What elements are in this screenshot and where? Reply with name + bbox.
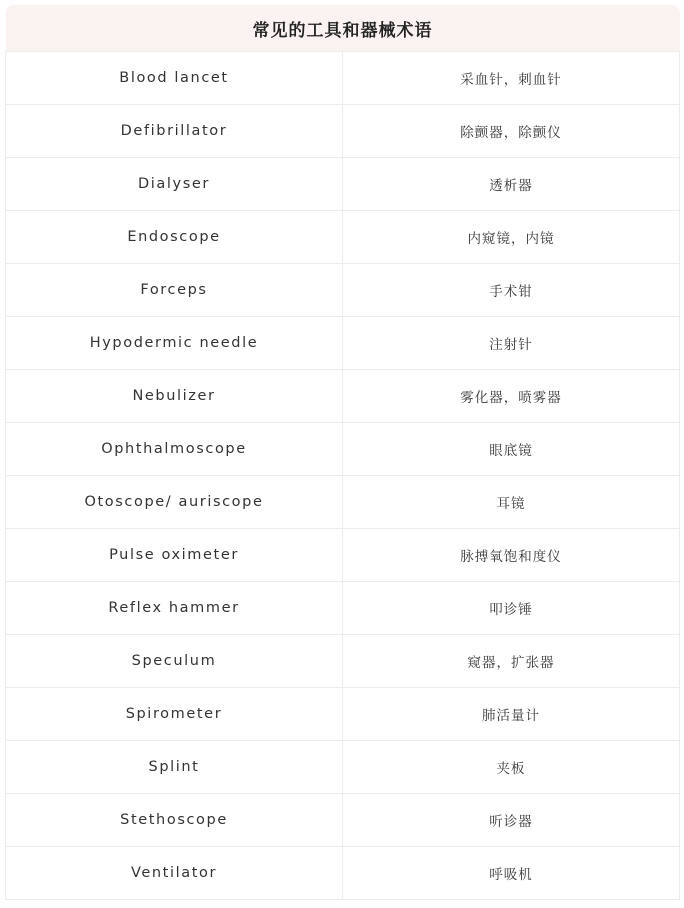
term-chinese: 采血针，刺血针: [343, 52, 680, 105]
term-chinese: 耳镜: [343, 476, 680, 529]
term-english: Dialyser: [6, 158, 343, 211]
term-english: Pulse oximeter: [6, 529, 343, 582]
table-row: [6, 52, 680, 105]
terms-table: [5, 5, 680, 900]
term-english: Endoscope: [6, 211, 343, 264]
table-row: [6, 529, 680, 582]
term-english: Forceps: [6, 264, 343, 317]
table-row: [6, 370, 680, 423]
table-body: [6, 52, 680, 900]
term-chinese: 叩诊锤: [343, 582, 680, 635]
table-row: [6, 688, 680, 741]
term-chinese: 窥器，扩张器: [343, 635, 680, 688]
term-chinese: 手术钳: [343, 264, 680, 317]
term-english: Nebulizer: [6, 370, 343, 423]
term-chinese: 肺活量计: [343, 688, 680, 741]
table-row: [6, 423, 680, 476]
term-english: Otoscope/ auriscope: [6, 476, 343, 529]
term-english: Spirometer: [6, 688, 343, 741]
term-chinese: 内窥镜，内镜: [343, 211, 680, 264]
term-english: Reflex hammer: [6, 582, 343, 635]
table-row: [6, 158, 680, 211]
term-english: Splint: [6, 741, 343, 794]
term-chinese: 注射针: [343, 317, 680, 370]
table-row: [6, 847, 680, 900]
term-chinese: 脉搏氧饱和度仪: [343, 529, 680, 582]
table-row: [6, 794, 680, 847]
term-chinese: 除颤器，除颤仪: [343, 105, 680, 158]
table-row: [6, 635, 680, 688]
term-chinese: 呼吸机: [343, 847, 680, 900]
term-english: Speculum: [6, 635, 343, 688]
table-row: [6, 211, 680, 264]
term-chinese: 眼底镜: [343, 423, 680, 476]
term-english: Ophthalmoscope: [6, 423, 343, 476]
table-row: [6, 582, 680, 635]
table-row: [6, 741, 680, 794]
term-english: Stethoscope: [6, 794, 343, 847]
term-chinese: 夹板: [343, 741, 680, 794]
table-header-row: [6, 5, 680, 52]
table-row: [6, 105, 680, 158]
table-row: [6, 264, 680, 317]
table-row: [6, 476, 680, 529]
table-title: 常见的工具和器械术语: [6, 5, 680, 52]
term-english: Ventilator: [6, 847, 343, 900]
term-english: Defibrillator: [6, 105, 343, 158]
table-row: [6, 317, 680, 370]
term-english: Blood lancet: [6, 52, 343, 105]
term-chinese: 雾化器，喷雾器: [343, 370, 680, 423]
term-english: Hypodermic needle: [6, 317, 343, 370]
term-chinese: 透析器: [343, 158, 680, 211]
term-chinese: 听诊器: [343, 794, 680, 847]
